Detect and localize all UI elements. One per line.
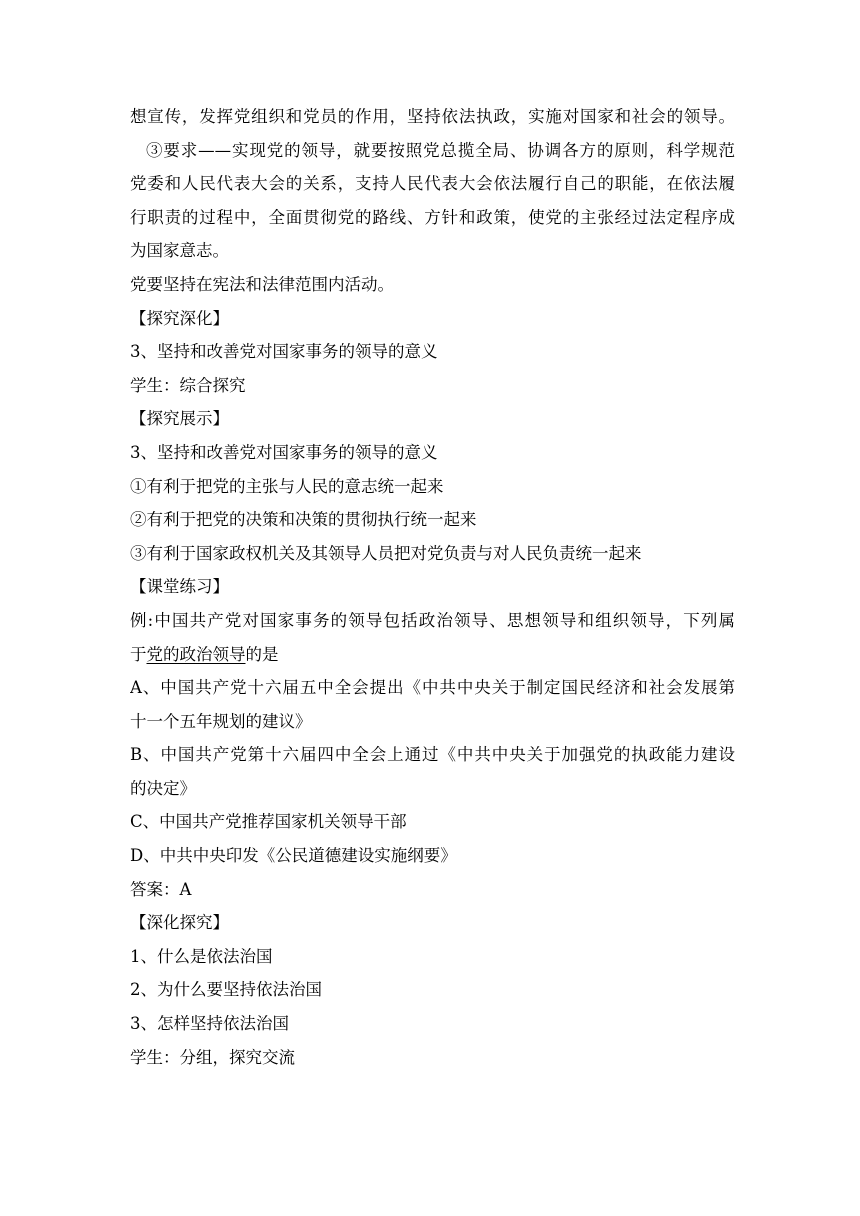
- option-a: A、中国共产党十六届五中全会提出《中共中央关于制定国民经济和社会发展第: [130, 678, 735, 698]
- document-body: [130, 100, 735, 1074]
- student-activity: 学生：分组，探究交流: [130, 1047, 295, 1067]
- answer: 答案：A: [130, 879, 192, 899]
- section-heading: 【探究深化】: [130, 308, 229, 328]
- paragraph-line: 为国家意志。: [130, 241, 229, 261]
- underlined-term: 党的政治领导: [146, 644, 246, 664]
- requirement-line: ③要求——实现党的领导，就要按照党总揽全局、协调各方的原则，科学规范: [146, 140, 735, 160]
- option-a-continued: 十一个五年规划的建议》: [130, 711, 312, 731]
- paragraph-line: 想宣传，发挥党组织和党员的作用，坚持依法执政，实施对国家和社会的领导。: [130, 107, 735, 126]
- list-item: ①有利于把党的主张与人民的意志统一起来: [130, 476, 444, 496]
- question-line: 1、什么是依法治国: [130, 946, 273, 966]
- paragraph-line: 党委和人民代表大会的关系，支持人民代表大会依法履行自己的职能，在依法履: [130, 174, 735, 194]
- option-d: D、中共中央印发《公民道德建设实施纲要》: [130, 846, 457, 866]
- question-line: 3、坚持和改善党对国家事务的领导的意义: [130, 442, 438, 462]
- section-heading: 【课堂练习】: [130, 577, 229, 597]
- option-c: C、中国共产党推荐国家机关领导干部: [130, 812, 407, 832]
- list-item: ③有利于国家政权机关及其领导人员把对党负责与对人民负责统一起来: [130, 543, 642, 563]
- exercise-question: 例:中国共产党对国家事务的领导包括政治领导、思想领导和组织领导，下列属: [130, 610, 735, 630]
- option-b-continued: 的决定》: [130, 778, 196, 798]
- exercise-question-tail: [130, 638, 735, 672]
- section-heading: 【探究展示】: [130, 409, 229, 429]
- paragraph-line: 党要坚持在宪法和法律范围内活动。: [130, 274, 394, 294]
- question-tail-suffix: 的是: [245, 644, 279, 664]
- list-item: ②有利于把党的决策和决策的贯彻执行统一起来: [130, 510, 477, 530]
- question-line: 3、怎样坚持依法治国: [130, 1014, 289, 1034]
- section-heading: 【深化探究】: [130, 913, 229, 933]
- student-activity: 学生：综合探究: [130, 375, 246, 395]
- paragraph-line: 行职责的过程中，全面贯彻党的路线、方针和政策，使党的主张经过法定程序成: [130, 207, 735, 227]
- question-line: 3、坚持和改善党对国家事务的领导的意义: [130, 342, 438, 362]
- question-tail-prefix: 于: [130, 644, 147, 664]
- option-b: B、中国共产党第十六届四中全会上通过《中共中央关于加强党的执政能力建设: [130, 745, 735, 765]
- question-line: 2、为什么要坚持依法治国: [130, 980, 322, 1000]
